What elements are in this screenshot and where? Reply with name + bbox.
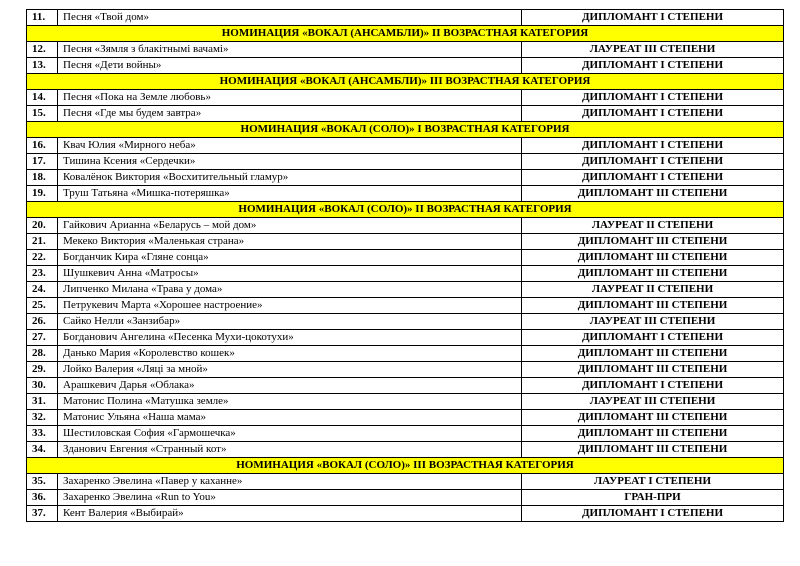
participant-entry: Матонис Полина «Матушка земле»	[58, 394, 522, 410]
category-title: НОМИНАЦИЯ «ВОКАЛ (СОЛО)» I ВОЗРАСТНАЯ КАТЕГОРИЯ	[27, 122, 784, 138]
award-result: ДИПЛОМАНТ I СТЕПЕНИ	[522, 106, 784, 122]
award-result: ДИПЛОМАНТ III СТЕПЕНИ	[522, 234, 784, 250]
table-row	[27, 138, 784, 154]
row-number: 19.	[27, 186, 58, 202]
row-number: 13.	[27, 58, 58, 74]
award-result: ДИПЛОМАНТ I СТЕПЕНИ	[522, 330, 784, 346]
category-title: НОМИНАЦИЯ «ВОКАЛ (СОЛО)» III ВОЗРАСТНАЯ КАТЕГОРИЯ	[27, 458, 784, 474]
participant-entry: Данько Мария «Королевство кошек»	[58, 346, 522, 362]
table-row	[27, 234, 784, 250]
award-result: ЛАУРЕАТ III СТЕПЕНИ	[522, 42, 784, 58]
row-number: 11.	[27, 10, 58, 26]
participant-entry: Липченко Милана «Трава у дома»	[58, 282, 522, 298]
award-result: ЛАУРЕАТ III СТЕПЕНИ	[522, 394, 784, 410]
row-number: 12.	[27, 42, 58, 58]
results-table-body	[27, 10, 784, 522]
award-result: ДИПЛОМАНТ I СТЕПЕНИ	[522, 170, 784, 186]
participant-entry: Гайкович Арианна «Беларусь – мой дом»	[58, 218, 522, 234]
participant-entry: Мекеко Виктория «Маленькая страна»	[58, 234, 522, 250]
table-row	[27, 410, 784, 426]
table-row	[27, 474, 784, 490]
table-row	[27, 362, 784, 378]
table-row	[27, 282, 784, 298]
award-result: ДИПЛОМАНТ III СТЕПЕНИ	[522, 426, 784, 442]
table-row	[27, 90, 784, 106]
table-row	[27, 218, 784, 234]
participant-entry: Богданович Ангелина «Песенка Мухи-цокотухи»	[58, 330, 522, 346]
row-number: 16.	[27, 138, 58, 154]
participant-entry: Песня «Зямля з блакітнымі вачамі»	[58, 42, 522, 58]
table-row	[27, 378, 784, 394]
row-number: 36.	[27, 490, 58, 506]
award-result: ДИПЛОМАНТ III СТЕПЕНИ	[522, 298, 784, 314]
participant-entry: Шушкевич Анна «Матросы»	[58, 266, 522, 282]
table-row	[27, 442, 784, 458]
participant-entry: Песня «Пока на Земле любовь»	[58, 90, 522, 106]
participant-entry: Квач Юлия «Мирного неба»	[58, 138, 522, 154]
table-row	[27, 330, 784, 346]
award-result: ДИПЛОМАНТ I СТЕПЕНИ	[522, 10, 784, 26]
category-header-row	[27, 26, 784, 42]
results-document	[26, 9, 783, 522]
table-row	[27, 250, 784, 266]
row-number: 21.	[27, 234, 58, 250]
category-title: НОМИНАЦИЯ «ВОКАЛ (АНСАМБЛИ)» III ВОЗРАСТНАЯ КАТЕГОРИЯ	[27, 74, 784, 90]
participant-entry: Кент Валерия «Выбирай»	[58, 506, 522, 522]
row-number: 23.	[27, 266, 58, 282]
table-row	[27, 314, 784, 330]
award-result: ДИПЛОМАНТ I СТЕПЕНИ	[522, 378, 784, 394]
award-result: ДИПЛОМАНТ III СТЕПЕНИ	[522, 266, 784, 282]
participant-entry: Захаренко Эвелина «Павер у каханне»	[58, 474, 522, 490]
participant-entry: Захаренко Эвелина «Run to You»	[58, 490, 522, 506]
award-result: ДИПЛОМАНТ I СТЕПЕНИ	[522, 138, 784, 154]
row-number: 17.	[27, 154, 58, 170]
award-result: ЛАУРЕАТ II СТЕПЕНИ	[522, 218, 784, 234]
row-number: 32.	[27, 410, 58, 426]
participant-entry: Матонис Ульяна «Наша мама»	[58, 410, 522, 426]
participant-entry: Песня «Дети войны»	[58, 58, 522, 74]
participant-entry: Лойко Валерия «Ляці за мной»	[58, 362, 522, 378]
table-row	[27, 10, 784, 26]
table-row	[27, 298, 784, 314]
table-row	[27, 426, 784, 442]
table-row	[27, 106, 784, 122]
award-result: ДИПЛОМАНТ III СТЕПЕНИ	[522, 250, 784, 266]
results-table	[26, 9, 784, 522]
participant-entry: Песня «Твой дом»	[58, 10, 522, 26]
row-number: 37.	[27, 506, 58, 522]
participant-entry: Ковалёнок Виктория «Восхитительный гламур»	[58, 170, 522, 186]
award-result: ДИПЛОМАНТ I СТЕПЕНИ	[522, 154, 784, 170]
category-title: НОМИНАЦИЯ «ВОКАЛ (АНСАМБЛИ)» II ВОЗРАСТНАЯ КАТЕГОРИЯ	[27, 26, 784, 42]
participant-entry: Шестиловская София «Гармошечка»	[58, 426, 522, 442]
award-result: ДИПЛОМАНТ I СТЕПЕНИ	[522, 506, 784, 522]
table-row	[27, 42, 784, 58]
row-number: 25.	[27, 298, 58, 314]
row-number: 14.	[27, 90, 58, 106]
award-result: ДИПЛОМАНТ III СТЕПЕНИ	[522, 346, 784, 362]
participant-entry: Труш Татьяна «Мишка-потеряшка»	[58, 186, 522, 202]
table-row	[27, 346, 784, 362]
table-row	[27, 170, 784, 186]
award-result: ЛАУРЕАТ III СТЕПЕНИ	[522, 314, 784, 330]
row-number: 24.	[27, 282, 58, 298]
award-result: ДИПЛОМАНТ III СТЕПЕНИ	[522, 186, 784, 202]
row-number: 33.	[27, 426, 58, 442]
award-result: ЛАУРЕАТ I СТЕПЕНИ	[522, 474, 784, 490]
category-header-row	[27, 458, 784, 474]
row-number: 31.	[27, 394, 58, 410]
participant-entry: Богданчик Кира «Гляне сонца»	[58, 250, 522, 266]
row-number: 35.	[27, 474, 58, 490]
category-header-row	[27, 122, 784, 138]
participant-entry: Петрукевич Марта «Хорошее настроение»	[58, 298, 522, 314]
table-row	[27, 58, 784, 74]
row-number: 15.	[27, 106, 58, 122]
participant-entry: Сайко Нелли «Занзибар»	[58, 314, 522, 330]
award-result: ДИПЛОМАНТ III СТЕПЕНИ	[522, 410, 784, 426]
award-result: ДИПЛОМАНТ I СТЕПЕНИ	[522, 58, 784, 74]
row-number: 18.	[27, 170, 58, 186]
row-number: 27.	[27, 330, 58, 346]
row-number: 30.	[27, 378, 58, 394]
table-row	[27, 506, 784, 522]
row-number: 22.	[27, 250, 58, 266]
table-row	[27, 394, 784, 410]
row-number: 29.	[27, 362, 58, 378]
row-number: 34.	[27, 442, 58, 458]
table-row	[27, 154, 784, 170]
row-number: 26.	[27, 314, 58, 330]
participant-entry: Зданович Евгения «Странный кот»	[58, 442, 522, 458]
category-title: НОМИНАЦИЯ «ВОКАЛ (СОЛО)» II ВОЗРАСТНАЯ КАТЕГОРИЯ	[27, 202, 784, 218]
award-result: ГРАН-ПРИ	[522, 490, 784, 506]
participant-entry: Арашкевич Дарья «Облака»	[58, 378, 522, 394]
category-header-row	[27, 74, 784, 90]
row-number: 28.	[27, 346, 58, 362]
participant-entry: Тишина Ксения «Сердечки»	[58, 154, 522, 170]
award-result: ЛАУРЕАТ II СТЕПЕНИ	[522, 282, 784, 298]
table-row	[27, 266, 784, 282]
award-result: ДИПЛОМАНТ III СТЕПЕНИ	[522, 442, 784, 458]
row-number: 20.	[27, 218, 58, 234]
table-row	[27, 186, 784, 202]
table-row	[27, 490, 784, 506]
award-result: ДИПЛОМАНТ III СТЕПЕНИ	[522, 362, 784, 378]
category-header-row	[27, 202, 784, 218]
participant-entry: Песня «Где мы будем завтра»	[58, 106, 522, 122]
award-result: ДИПЛОМАНТ I СТЕПЕНИ	[522, 90, 784, 106]
